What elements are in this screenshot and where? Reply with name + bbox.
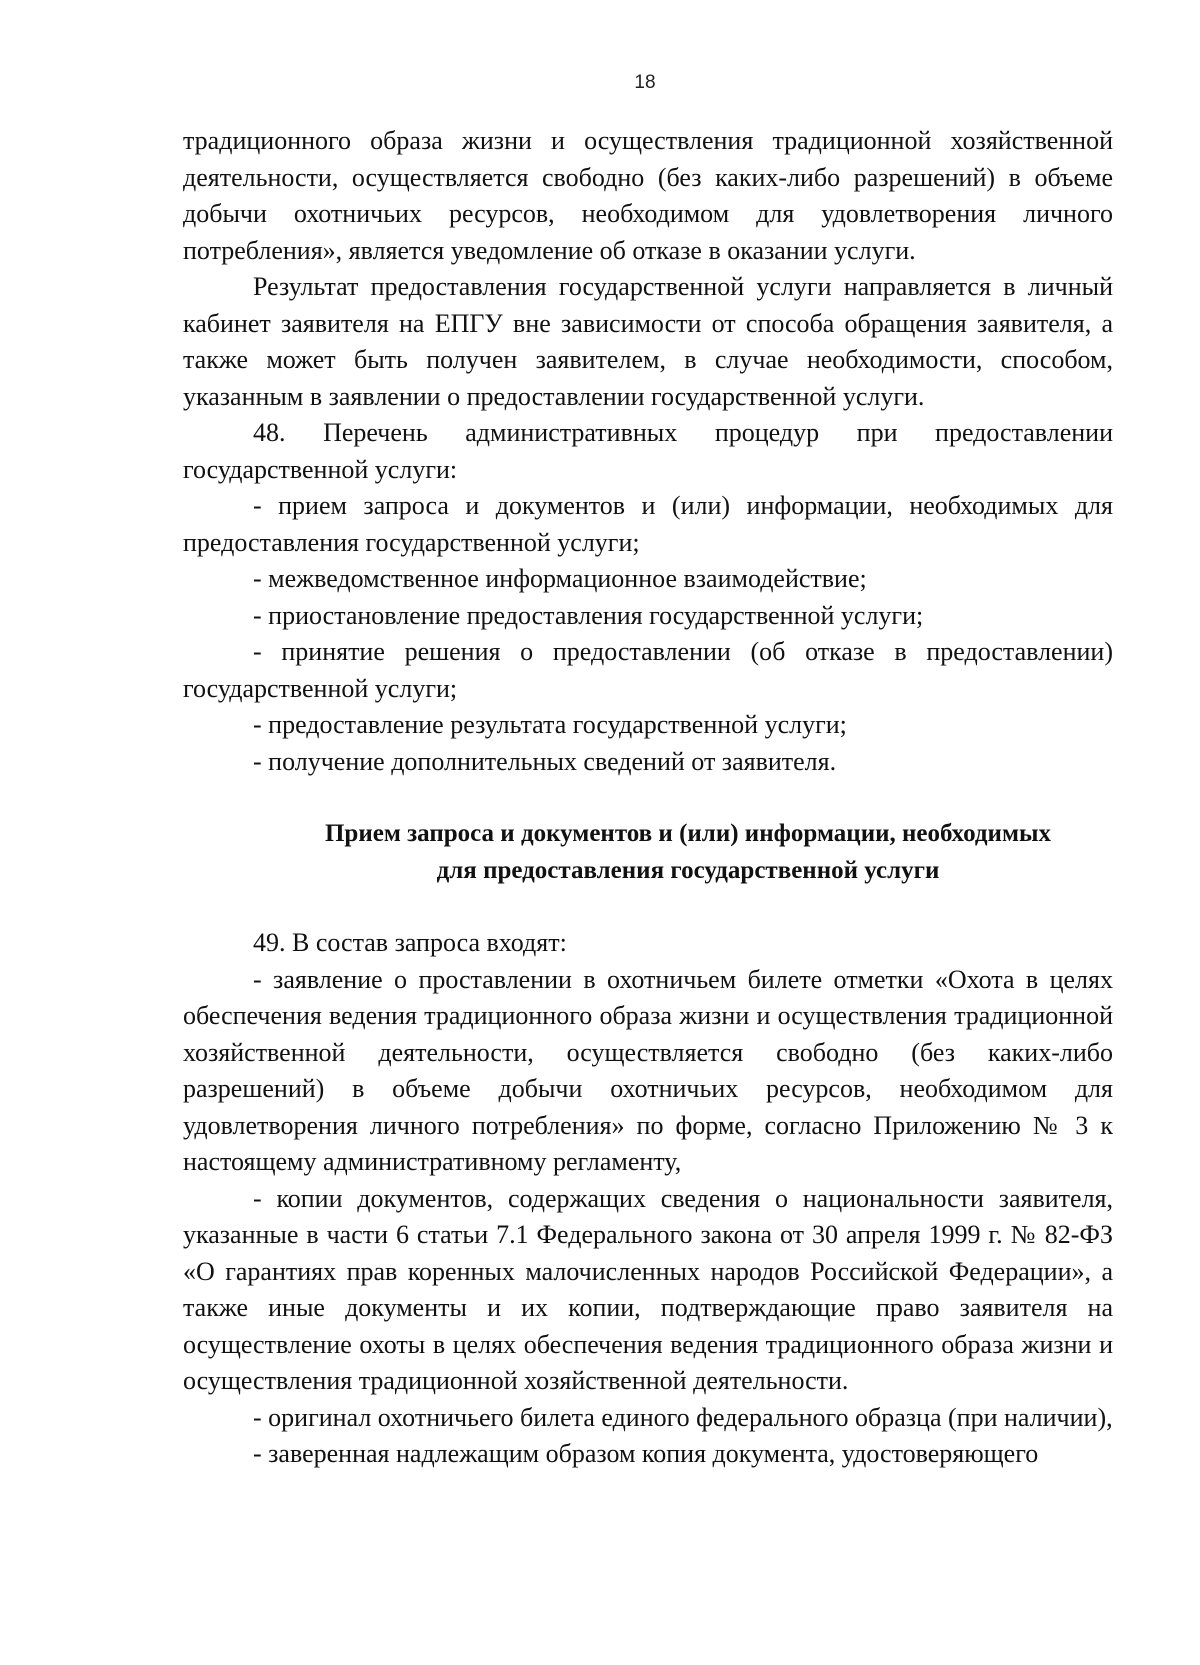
page-number: 18: [634, 72, 656, 93]
paragraph-49: 49. В состав запроса входят:: [253, 928, 567, 957]
list-item: - принятие решения о предоставлении (об отказе в предоставлении) государственной услуги;: [183, 637, 1113, 703]
paragraph-48: 48. Перечень административных процедур при предоставлении государственной услуги:: [183, 418, 1113, 484]
paragraph-result: Результат предоставления государственной услуги направляется в личный кабинет заявителя на ЕПГУ вне зависимости от способа обращения заявителя, а также может быть получен заявителем, в случае необходимости, способом, указанным в заявлении о предоставлении государственной услуги.: [183, 272, 1113, 411]
list-item: - заверенная надлежащим образом копия документа, удостоверяющего: [253, 1439, 1039, 1468]
list-item: - прием запроса и документов и (или) информации, необходимых для предоставления государственной услуги;: [183, 491, 1113, 557]
section-heading-line-2: для предоставления государственной услуги: [436, 856, 940, 884]
list-item: - предоставление результата государственной услуги;: [253, 710, 847, 739]
section-heading: [183, 816, 1113, 889]
list-item: - получение дополнительных сведений от заявителя.: [253, 746, 837, 776]
section-heading-line-1: Прием запроса и документов и (или) информации, необходимых: [324, 820, 1051, 847]
list-item: - заявление о проставлении в охотничьем билете отметки «Охота в целях обеспечения ведения традиционного образа жизни и осуществления традиционной хозяйственной деятельности, осуществляется свободно (без каких-либо разрешений) в объеме добычи охотничьих ресурсов, необходимом для удовлетворения личного потребления» по форме, согласно Приложению № 3 к настоящему административному регламенту,: [183, 964, 1113, 1176]
list-item: - копии документов, содержащих сведения о национальности заявителя, указанные в части 6 статьи 7.1 Федерального закона от 30 апреля 1999 г. № 82-ФЗ «О гарантиях прав коренных малочисленных народов Российской Федерации», а также иные документы и их копии, подтверждающие право заявителя на осуществление охоты в целях обеспечения ведения традиционного образа жизни и осуществления традиционной хозяйственной деятельности.: [183, 1183, 1113, 1395]
paragraph-continuation: традиционного образа жизни и осуществления традиционной хозяйственной деятельности, осуществляется свободно (без каких-либо разрешений) в объеме добычи охотничьих ресурсов, необходимом для удовлетворения личного потребления», является уведомление об отказе в оказании услуги.: [183, 126, 1113, 265]
document-body: [183, 123, 1113, 1473]
list-item: - приостановление предоставления государственной услуги;: [253, 600, 924, 630]
list-item: - оригинал охотничьего билета единого федерального образца (при наличии),: [253, 1402, 1113, 1432]
list-item: - межведомственное информационное взаимодействие;: [253, 564, 867, 593]
